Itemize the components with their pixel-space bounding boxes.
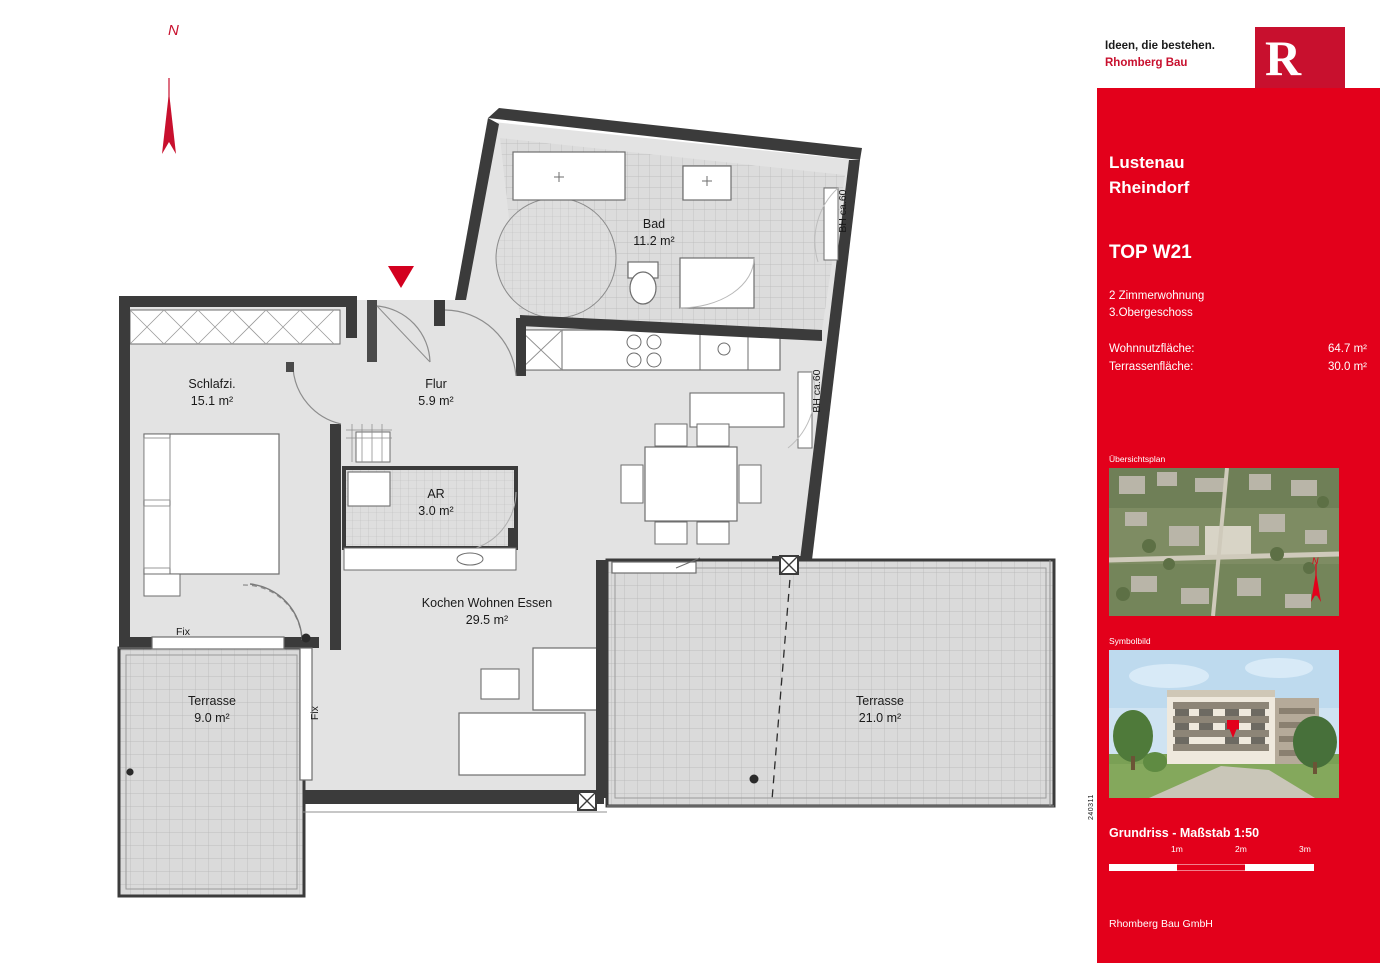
annotation-bh-lower: BH ca.60 (810, 369, 823, 413)
scale-tick-2m: 2m (1235, 844, 1247, 854)
compass-north-label: N (168, 22, 179, 39)
symbol-caption: Symbolbild (1109, 636, 1151, 646)
area-table (1109, 341, 1367, 377)
annotation-fix-vertical: Fix (308, 706, 321, 721)
brand-slogan (1105, 38, 1215, 71)
building-render-thumbnail[interactable] (1109, 650, 1339, 798)
overview-caption: Übersichtsplan (1109, 454, 1166, 464)
scale-tick-labels (1109, 844, 1324, 856)
entrance-marker-icon (386, 264, 416, 290)
info-panel (1088, 0, 1380, 975)
drawing-number: 240311 (1088, 794, 1095, 820)
brand-slogan-line2: Rhomberg Bau (1105, 56, 1188, 69)
room-label-schlafzimmer: Schlafzi. 15.1 m² (188, 377, 236, 408)
area-value-wohnnutzflaeche: 64.7 m² (1328, 343, 1367, 355)
room-label-flur: Flur 5.9 m² (418, 377, 454, 408)
overview-map-thumbnail[interactable] (1109, 468, 1339, 616)
unit-label: TOP W21 (1109, 242, 1192, 263)
room-label-ar: AR 3.0 m² (418, 487, 454, 518)
area-row-wohnnutzflaeche (1109, 341, 1367, 359)
scale-tick-1m: 1m (1171, 844, 1183, 854)
project-title (1109, 151, 1189, 200)
unit-description-line2: 3.Obergeschoss (1109, 307, 1193, 320)
project-title-line2: Rheindorf (1109, 177, 1190, 197)
panel-header (1097, 22, 1380, 86)
panel-body (1097, 88, 1380, 963)
room-label-terrasse-west: Terrasse 9.0 m² (188, 694, 236, 725)
scale-title: Grundriss - Maßstab 1:50 (1109, 826, 1260, 840)
project-title-line1: Lustenau (1109, 153, 1185, 172)
unit-description-line1: 2 Zimmerwohnung (1109, 290, 1205, 302)
logo-letter: R (1265, 30, 1299, 86)
room-label-kochen-wohnen-essen: Kochen Wohnen Essen 29.5 m² (421, 596, 553, 627)
annotation-fix-west: Fix (176, 626, 190, 638)
area-row-terrassenflaeche (1109, 359, 1367, 377)
scale-bar (1109, 858, 1314, 865)
area-value-terrassenflaeche: 30.0 m² (1328, 360, 1367, 373)
area-label-terrassenflaeche: Terrassenfläche: (1109, 360, 1194, 373)
room-label-terrasse-ost: Terrasse 21.0 m² (856, 694, 904, 725)
scale-tick-3m: 3m (1299, 844, 1311, 854)
brand-slogan-line1: Ideen, die bestehen. (1105, 40, 1215, 52)
svg-text:N: N (1312, 556, 1319, 566)
annotation-bh-upper: BH ca.60 (836, 189, 849, 233)
logo-mark (1255, 27, 1345, 89)
room-label-bad: Bad 11.2 m² (633, 217, 675, 248)
panel-footer: Rhomberg Bau GmbH (1109, 918, 1213, 930)
area-label-wohnnutzflaeche: Wohnnutzfläche: (1109, 343, 1195, 355)
unit-description (1109, 288, 1204, 323)
